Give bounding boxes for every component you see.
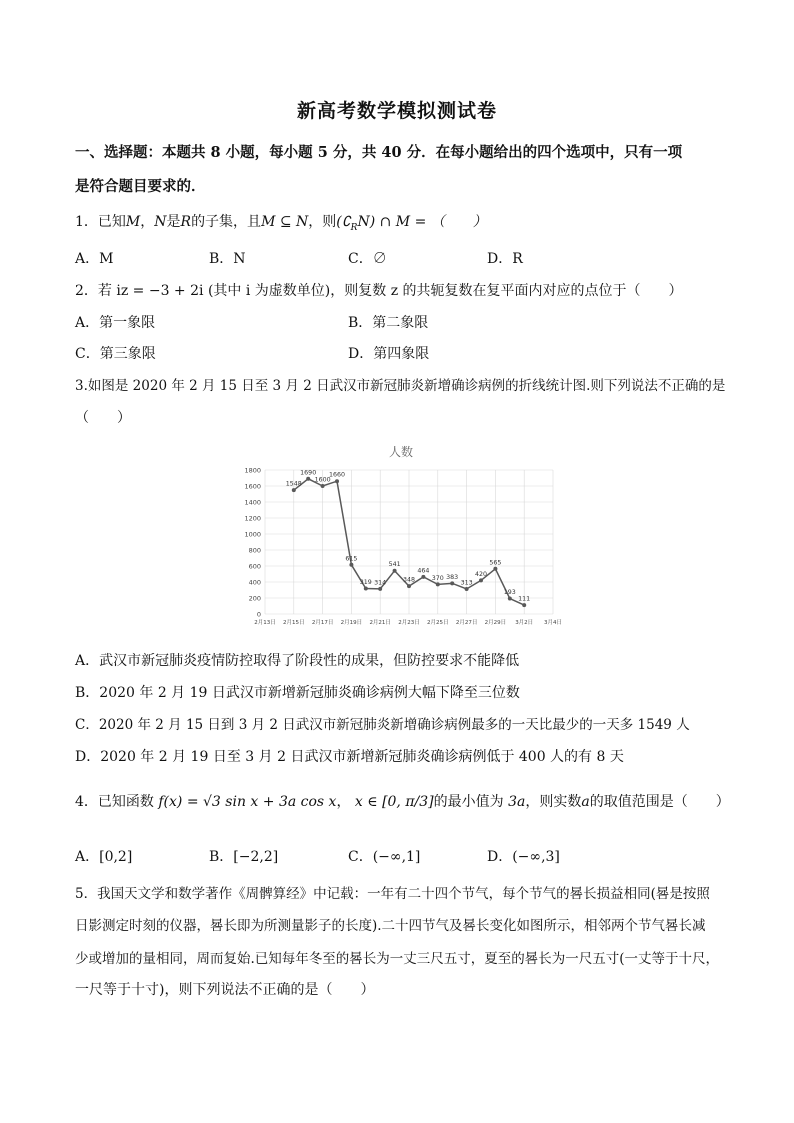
data-point <box>393 569 397 573</box>
y-tick-label: 1800 <box>244 466 261 475</box>
x-tick-label: 2月23日 <box>398 620 420 626</box>
question-4 <box>75 792 730 812</box>
q4-option-a: A．[0,2] <box>75 849 133 865</box>
q4-text: ， <box>336 794 351 810</box>
q1-text: 1．已知 <box>75 214 126 230</box>
q1-text: ，则 <box>308 214 337 230</box>
question-5-line3: 少或增加的量相同，周而复始.已知每年冬至的晷长为一丈三尺五寸，夏至的晷长为一尺五寸(一丈等于十尺， <box>75 951 720 967</box>
data-point <box>349 563 353 567</box>
question-5-line2: 日影测定时刻的仪器，晷长即为所测量影子的长度).二十四节气及晷长变化如图所示，相邻两个节气晷长减 <box>75 918 706 934</box>
q2-option-d: D．第四象限 <box>348 346 430 362</box>
page-title: 新高考数学模拟测试卷 <box>296 100 497 122</box>
q1-sep: ， <box>140 214 155 230</box>
x-tick-label: 2月21日 <box>369 620 391 626</box>
data-label: 348 <box>402 576 416 584</box>
q1-math-sub: R <box>350 222 358 233</box>
question-1 <box>75 212 487 238</box>
data-point <box>450 581 454 585</box>
question-5-line1: 5．我国天文学和数学著作《周髀算经》中记载：一年有二十四个节气，每个节气的晷长损益相同(晷是按照 <box>75 886 710 902</box>
q2-option-b: B．第二象限 <box>348 315 429 331</box>
y-tick-label: 600 <box>248 562 261 571</box>
x-tick-label: 2月13日 <box>254 620 276 626</box>
line-chart <box>235 438 565 638</box>
q4-variable-a: a <box>581 794 590 810</box>
q4-min-value: 3a <box>508 794 526 810</box>
q3-option-b: B．2020 年 2 月 19 日武汉市新增新冠肺炎确诊病例大幅下降至三位数 <box>75 685 520 701</box>
data-label: 370 <box>431 574 444 582</box>
q1-text: 是 <box>166 214 181 230</box>
data-point <box>321 484 325 488</box>
data-label: 420 <box>474 570 488 578</box>
y-tick-label: 1400 <box>244 498 261 507</box>
y-tick-label: 1600 <box>244 482 261 491</box>
x-tick-label: 2月19日 <box>340 620 363 626</box>
x-tick-label: 2月17日 <box>311 620 334 626</box>
data-point <box>306 477 310 481</box>
q1-math-expr: (∁ <box>336 214 351 230</box>
q3-option-a: A．武汉市新冠肺炎疫情防控取得了阶段性的成果，但防控要求不能降低 <box>75 653 520 669</box>
q4-option-d: D．(−∞,3] <box>487 849 560 865</box>
data-label: 1548 <box>285 480 302 488</box>
data-point <box>508 597 512 601</box>
q1-math-m: M <box>125 214 141 230</box>
data-label: 464 <box>417 567 430 575</box>
chart-x-ticks <box>254 618 562 626</box>
data-point <box>335 479 339 483</box>
data-label: 615 <box>345 555 358 563</box>
data-label: 193 <box>503 589 516 597</box>
data-label: 111 <box>518 595 531 603</box>
q3-option-c: C．2020 年 2 月 15 日到 3 月 2 日武汉市新冠肺炎新增确诊病例最多的一天比最少的一天多 1549 人 <box>75 717 690 733</box>
q1-option-c: C．∅ <box>348 251 387 267</box>
q1-math-expr-tail: N) ∩ M = （ ） <box>357 214 487 230</box>
x-tick-label: 2月25日 <box>427 620 449 626</box>
y-tick-label: 400 <box>248 578 261 587</box>
q2-option-a: A．第一象限 <box>75 315 156 331</box>
data-point <box>364 586 368 590</box>
data-label: 383 <box>446 573 459 581</box>
question-2: 2．若 iz = −3 + 2i (其中 i 为虚数单位)，则复数 z 的共轭复数在复平面内对应的点位于（ ） <box>75 283 683 299</box>
q4-text: ，则实数 <box>525 794 582 810</box>
q1-math-subset: M ⊆ N <box>261 214 309 230</box>
data-point <box>479 578 483 582</box>
y-tick-label: 200 <box>248 594 261 603</box>
chart-title: 人数 <box>388 445 414 459</box>
x-tick-label: 3月4日 <box>544 620 562 626</box>
question-5-line4: 一尺等于十寸)，则下列说法不正确的是（ ） <box>75 982 375 998</box>
line-chart-svg <box>235 438 565 638</box>
y-tick-label: 800 <box>248 546 261 555</box>
data-point <box>421 575 425 579</box>
q1-math-r: R <box>180 214 192 230</box>
q1-math-n: N <box>154 214 167 230</box>
q1-text: 的子集，且 <box>191 214 262 230</box>
data-label: 1600 <box>314 476 331 484</box>
q2-option-c: C．第三象限 <box>75 346 156 362</box>
x-tick-label: 3月2日 <box>515 620 534 626</box>
q4-option-b: B．[−2,2] <box>209 849 279 865</box>
section-heading-line1: 一、选择题：本题共 8 小题，每小题 5 分，共 40 分．在每小题给出的四个选项中，只有一项 <box>75 144 683 161</box>
data-point <box>522 603 526 607</box>
q1-option-a: A．M <box>75 251 114 267</box>
data-point <box>407 584 411 588</box>
data-point <box>378 587 382 591</box>
question-3-line2: （ ） <box>75 410 131 426</box>
q4-function: f(x) = √3 sin x + 3a cos x <box>158 794 337 810</box>
chart-y-ticks <box>244 467 261 619</box>
q4-option-c: C．(−∞,1] <box>348 849 421 865</box>
q3-option-d: D．2020 年 2 月 19 日至 3 月 2 日武汉市新增新冠肺炎确诊病例低于 400 人的有 8 天 <box>75 749 624 765</box>
data-label: 565 <box>489 559 502 567</box>
y-tick-label: 1200 <box>244 514 261 523</box>
y-tick-label: 1000 <box>244 530 261 539</box>
q1-option-d: D．R <box>487 251 523 267</box>
data-label: 319 <box>359 578 372 586</box>
x-tick-label: 2月15日 <box>283 620 305 626</box>
y-tick-label: 0 <box>256 610 261 619</box>
data-point <box>436 582 440 586</box>
question-3-line1: 3.如图是 2020 年 2 月 15 日至 3 月 2 日武汉市新冠肺炎新增确诊病例的折线统计图.则下列说法不正确的是 <box>75 378 726 394</box>
section-heading-line2: 是符合题目要求的． <box>75 178 206 195</box>
q1-option-b: B．N <box>209 251 246 267</box>
q4-text: 4．已知函数 <box>75 794 154 810</box>
data-label: 1690 <box>300 469 317 477</box>
data-point <box>493 567 497 571</box>
data-point <box>465 587 469 591</box>
q4-domain: x ∈ [0, π/3] <box>354 794 434 810</box>
q4-text: 的最小值为 <box>433 794 504 810</box>
data-label: 1660 <box>328 471 346 479</box>
data-label: 314 <box>374 579 387 587</box>
x-tick-label: 2月27日 <box>455 620 478 626</box>
data-point <box>292 488 296 492</box>
x-tick-label: 2月29日 <box>484 620 507 626</box>
q4-text: 的取值范围是（ ） <box>589 794 730 810</box>
data-label: 541 <box>388 561 401 569</box>
data-label: 313 <box>460 579 473 587</box>
